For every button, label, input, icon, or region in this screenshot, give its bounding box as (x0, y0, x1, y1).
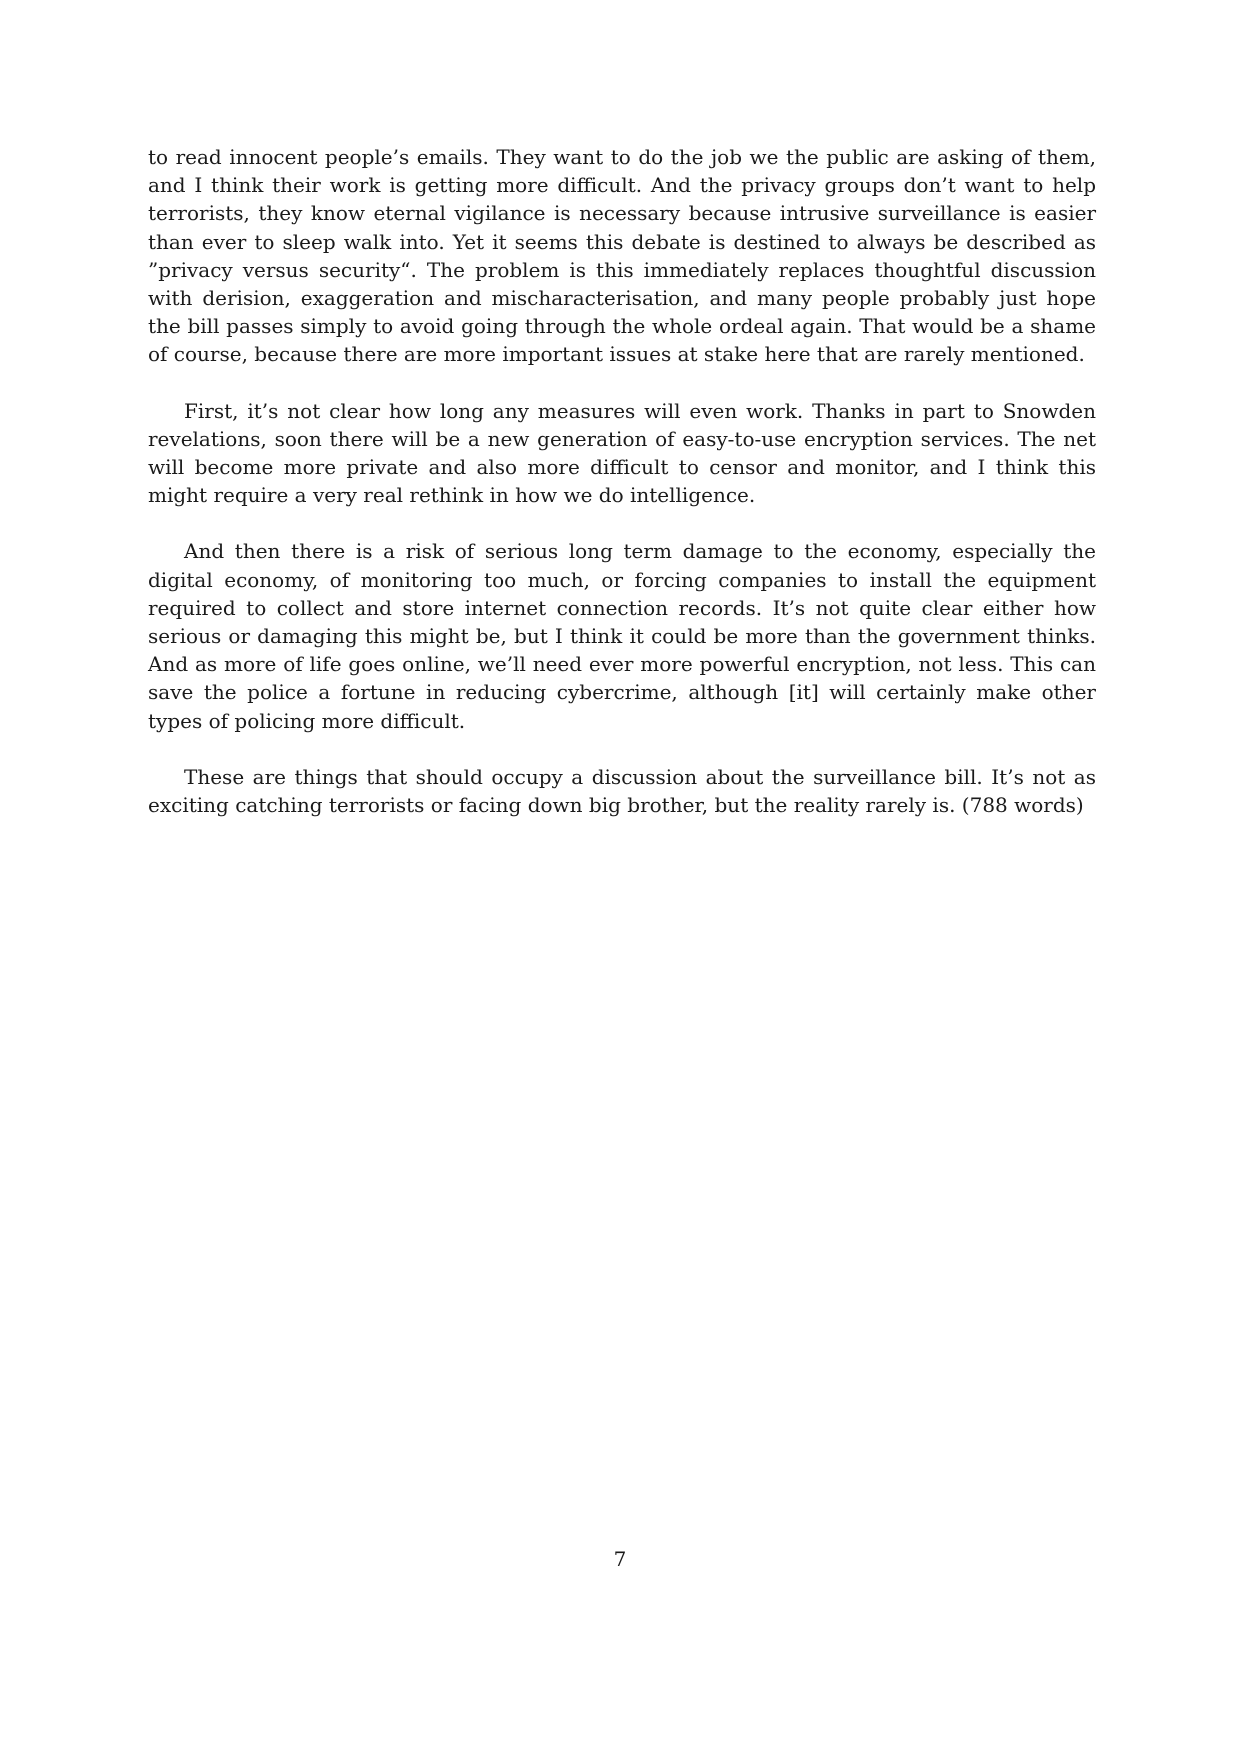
paragraph-4: These are things that should occupy a discussion about the surveillance bill. It’s not as exciting catching terrorists or facing down big brother, but the reality rarely is. (788 words) (148, 764, 1096, 818)
page-number: 7 (613, 1547, 627, 1571)
paragraph-1: to read innocent people’s emails. They want to do the job we the public are asking of them, and I think their work is getting more difficult. And the privacy groups don’t want to help terrorists, they know eternal vigilance is necessary because intrusive surveillance is easier than ever to sleep walk into. Yet it seems this debate is destined to always be described as ”privacy versus security“. The problem is this immediately replaces thoughtful discussion with derision, exaggeration and mischaracterisation, and many people probably just hope the bill passes simply to avoid going through the whole ordeal again. That would be a shame of course, because there are more important issues at stake here that are rarely mentioned. (148, 145, 1096, 367)
paragraph-3: And then there is a risk of serious long term damage to the economy, especially the digital economy, of monitoring too much, or forcing companies to install the equipment required to collect and store internet connection records. It’s not quite clear either how serious or damaging this might be, but I think it could be more than the government thinks. And as more of life goes online, we’ll need ever more powerful encryption, not less. This can save the police a fortune in reducing cybercrime, although [it] will certainly make other types of policing more difficult. (148, 539, 1096, 733)
body-text (148, 143, 1096, 847)
paragraph-2: First, it’s not clear how long any measures will even work. Thanks in part to Snowden revelations, soon there will be a new generation of easy-to-use encryption services. The net will become more private and also more difficult to censor and monitor, and I think this might require a very real rethink in how we do intelligence. (148, 398, 1096, 508)
